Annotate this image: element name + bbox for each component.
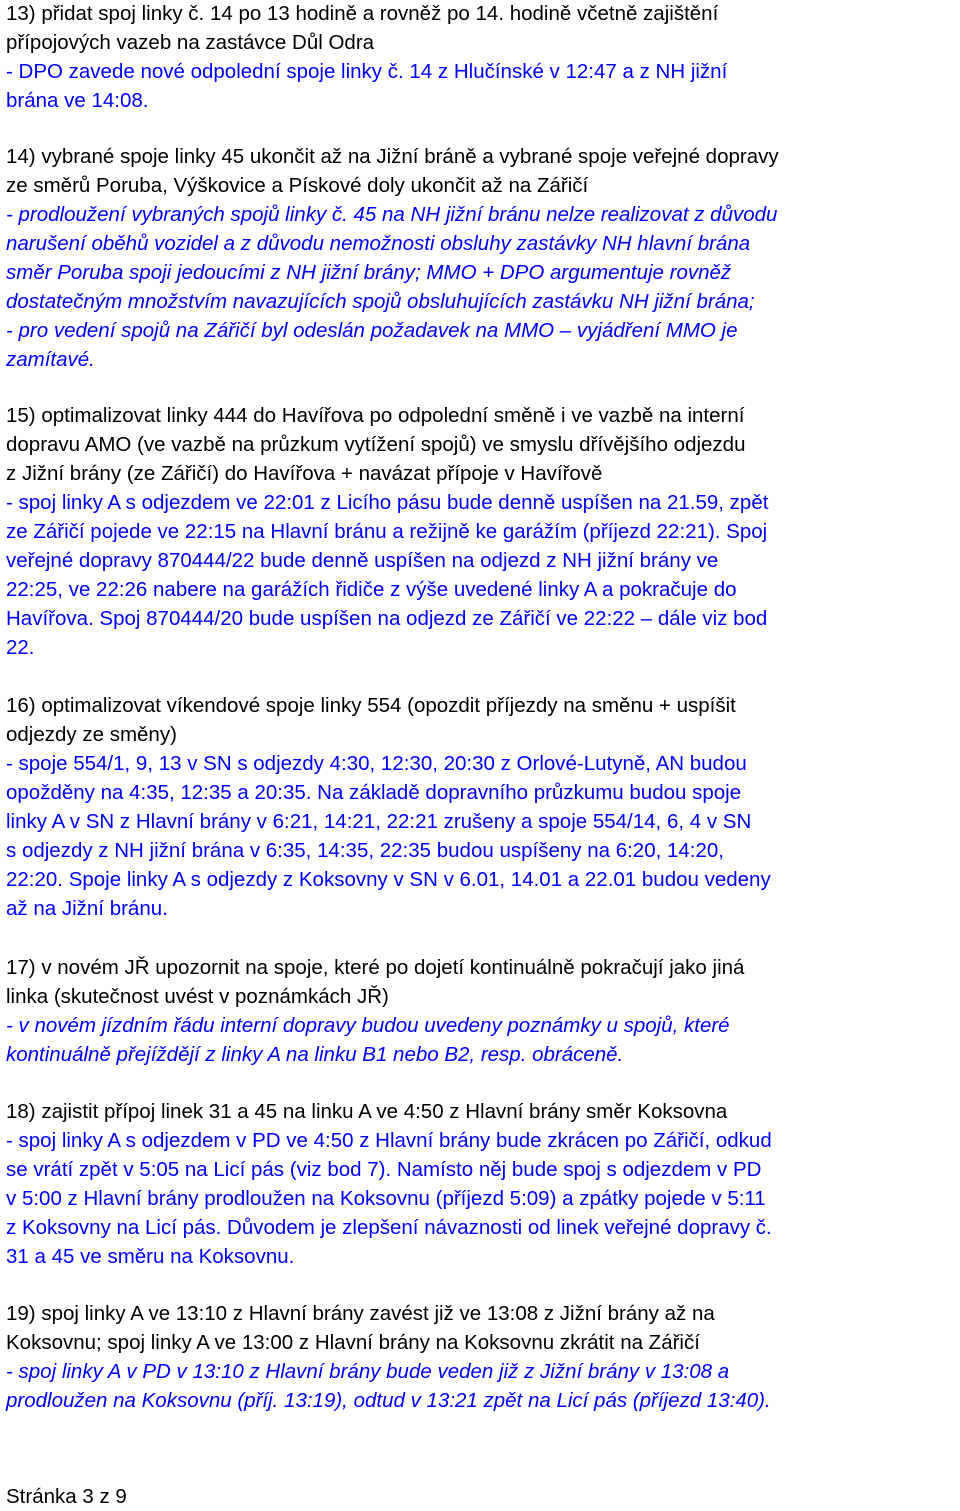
section-16-response-line-5: 22:20. Spoje linky A s odjezdy z Koksovny v SN v 6.01, 14.01 a 22.01 budou vedeny [6, 868, 771, 891]
section-16-line-1: 16) optimalizovat víkendové spoje linky 554 (opozdit příjezdy na směnu + uspíšit [6, 694, 736, 717]
section-15-response-line-6: 22. [6, 636, 35, 659]
section-14-response-line-3: směr Poruba spoji jedoucími z NH jižní brány; MMO + DPO argumentuje rovněž [6, 261, 732, 284]
section-14-response-line-6: zamítavé. [6, 348, 95, 371]
section-15-line-1: 15) optimalizovat linky 444 do Havířova po odpolední směně i ve vazbě na interní [6, 404, 745, 427]
section-19-response-line-2: prodloužen na Koksovnu (příj. 13:19), odtud v 13:21 zpět na Licí pás (příjezd 13:40). [6, 1389, 771, 1412]
section-13-response-line-1: - DPO zavede nové odpolední spoje linky č. 14 z Hlučínské v 12:47 a z NH jižní [6, 60, 728, 83]
section-13-response-line-2: brána ve 14:08. [6, 89, 149, 112]
section-14 [6, 142, 954, 374]
section-15-response-line-1: - spoj linky A s odjezdem ve 22:01 z Licího pásu bude denně uspíšen na 21.59, zpět [6, 491, 769, 514]
section-16-response-line-4: s odjezdy z NH jižní brána v 6:35, 14:35, 22:35 budou uspíšeny na 6:20, 14:20, [6, 839, 724, 862]
section-16-response-line-6: až na Jižní bránu. [6, 897, 168, 920]
section-14-response-line-5: - pro vedení spojů na Zářičí byl odeslán požadavek na MMO – vyjádření MMO je [6, 319, 738, 342]
section-16-line-2: odjezdy ze směny) [6, 723, 177, 746]
section-18-response-line-1: - spoj linky A s odjezdem v PD ve 4:50 z Hlavní brány bude zkrácen po Zářičí, odkud [6, 1129, 772, 1152]
section-18-response-line-3: v 5:00 z Hlavní brány prodloužen na Koksovnu (příjezd 5:09) a zpátky pojede v 5:11 [6, 1187, 766, 1210]
section-15-response-line-5: Havířova. Spoj 870444/20 bude uspíšen na odjezd ze Zářičí ve 22:22 – dále viz bod [6, 607, 768, 630]
section-15-line-3: z Jižní brány (ze Zářičí) do Havířova + navázat přípoje v Havířově [6, 462, 603, 485]
section-19-line-2: Koksovnu; spoj linky A ve 13:00 z Hlavní brány na Koksovnu zkrátit na Zářičí [6, 1331, 700, 1354]
section-13-line-2: přípojových vazeb na zastávce Důl Odra [6, 31, 375, 54]
section-14-response-line-1: - prodloužení vybraných spojů linky č. 45 na NH jižní bránu nelze realizovat z důvodu [6, 203, 778, 226]
section-16-response-line-1: - spoje 554/1, 9, 13 v SN s odjezdy 4:30, 12:30, 20:30 z Orlové-Lutyně, AN budou [6, 752, 747, 775]
section-15-line-2: dopravu AMO (ve vazbě na průzkum vytížení spojů) ve smyslu dřívějšího odjezdu [6, 433, 746, 456]
section-13-line-1: 13) přidat spoj linky č. 14 po 13 hodině a rovněž po 14. hodině včetně zajištění [6, 2, 719, 25]
section-17-response-line-2: kontinuálně přejíždějí z linky A na linku B1 nebo B2, resp. obráceně. [6, 1043, 624, 1066]
section-18-line-1: 18) zajistit přípoj linek 31 a 45 na linku A ve 4:50 z Hlavní brány směr Koksovna [6, 1100, 728, 1123]
section-14-response-line-2: narušení oběhů vozidel a z důvodu nemožnosti obsluhy zastávky NH hlavní brána [6, 232, 751, 255]
section-14-line-1: 14) vybrané spoje linky 45 ukončit až na Jižní bráně a vybrané spoje veřejné dopravy [6, 145, 779, 168]
section-16-response-line-2: opožděny na 4:35, 12:35 a 20:35. Na základě dopravního průzkumu budou spoje [6, 781, 742, 804]
section-19 [6, 1299, 954, 1415]
section-15-response-line-2: ze Zářičí pojede ve 22:15 na Hlavní bránu a režijně ke garážím (příjezd 22:21). Spoj [6, 520, 768, 543]
section-16 [6, 691, 954, 923]
section-18-response-line-4: z Koksovny na Licí pás. Důvodem je zlepšení návaznosti od linek veřejné dopravy č. [6, 1216, 772, 1239]
page-number-footer: Stránka 3 z 9 [6, 1485, 127, 1508]
section-19-response-line-1: - spoj linky A v PD v 13:10 z Hlavní brány bude veden již z Jižní brány v 13:08 a [6, 1360, 730, 1383]
section-14-response-line-4: dostatečným množstvím navazujících spojů obsluhujících zastávku NH jižní brána; [6, 290, 755, 313]
section-16-response-line-3: linky A v SN z Hlavní brány v 6:21, 14:21, 22:21 zrušeny a spoje 554/14, 6, 4 v SN [6, 810, 752, 833]
section-15 [6, 401, 954, 662]
section-17-line-1: 17) v novém JŘ upozornit na spoje, které po dojetí kontinuálně pokračují jako jiná [6, 956, 745, 979]
section-13 [6, 0, 954, 115]
section-17-response-line-1: - v novém jízdním řádu interní dopravy budou uvedeny poznámky u spojů, které [6, 1014, 730, 1037]
section-15-response-line-3: veřejné dopravy 870444/22 bude denně uspíšen na odjezd z NH jižní brány ve [6, 549, 719, 572]
section-18-response-line-2: se vrátí zpět v 5:05 na Licí pás (viz bod 7). Namísto něj bude spoj s odjezdem v PD [6, 1158, 762, 1181]
section-18 [6, 1097, 954, 1271]
section-17-line-2: linka (skutečnost uvést v poznámkách JŘ) [6, 985, 389, 1008]
section-17 [6, 953, 954, 1069]
section-14-line-2: ze směrů Poruba, Výškovice a Pískové doly ukončit až na Zářičí [6, 174, 589, 197]
section-18-response-line-5: 31 a 45 ve směru na Koksovnu. [6, 1245, 295, 1268]
section-19-line-1: 19) spoj linky A ve 13:10 z Hlavní brány zavést již ve 13:08 z Jižní brány až na [6, 1302, 715, 1325]
section-15-response-line-4: 22:25, ve 22:26 nabere na garážích řidiče z výše uvedené linky A a pokračuje do [6, 578, 737, 601]
